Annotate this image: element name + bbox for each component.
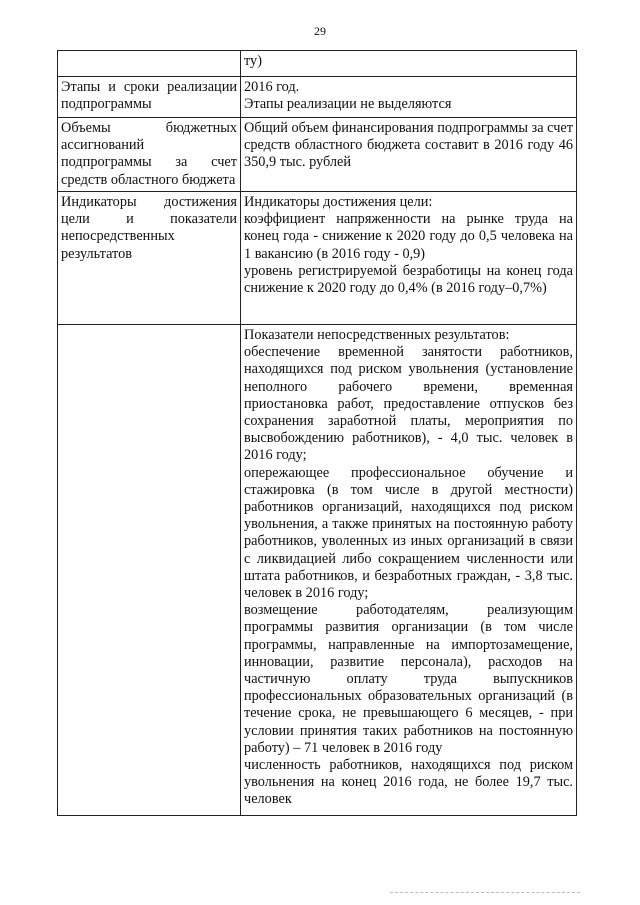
row-value-cell [241,192,577,325]
value-line: возмещение работодателям, реализующим программы развития организации (в том числе программы, направленные на импортозамещение, инновации, развитие персонала), расходов на частичную оплату труда выпускников профессиональных образовательных организаций (в течение срока, не превышающего 6 месяцев, - при условии принятия таких работников на постоянную работу) – 71 человек в 2016 году [244,602,573,756]
value-line: Показатели непосредственных результатов: [244,327,510,343]
value-line: Индикаторы достижения цели: [244,194,433,210]
value-line: численность работников, находящихся под риском увольнения на конец 2016 года, не более 19,7 тыс. человек [244,757,573,808]
passport-table [57,50,577,816]
row-value-cell [241,118,577,192]
row-value-cell [241,325,577,816]
value-line: опережающее профессиональное обучение и стажировка (в том числе в другой местности) работников организаций, находящихся под риском увольнения, а также принятых на постоянную работу работников, уволенных из иных организаций в связи с ликвидацией либо сокращением численности или штата работников, и безработных граждан, - 3,8 тыс. человек в 2016 году; [244,464,573,602]
page-number: 29 [314,24,326,38]
table-row [58,77,577,118]
row-label-cell: Объемы бюджетных ассигнований подпрограммы за счет средств областного бюджета [58,118,241,192]
row-value-cell [241,51,577,77]
table-row [58,118,577,192]
table-row [58,325,577,816]
row-label-cell: Индикаторы достижения цели и показатели непосредственных результатов [58,192,241,325]
row-label-cell: Этапы и сроки реализации подпрограммы [58,77,241,118]
scan-edge-divider [390,892,580,893]
value-line: коэффициент напряженности на рынке труда на конец года - снижение к 2020 году до 0,5 человека на 1 вакансию (в 2016 году - 0,9) [244,211,573,262]
row-label-cell [58,51,241,77]
value-line: обеспечение временной занятости работников, находящихся под риском увольнения (установление неполного рабочего времени, временная приостановка работ, предоставление отпусков без сохранения заработной платы, мероприятия по высвобождению работников), - 4,0 тыс. человек в 2016 году; [244,344,573,464]
table-row [58,51,577,77]
value-line: ту) [244,53,262,69]
value-line: уровень регистрируемой безработицы на конец года снижение к 2020 году до 0,4% (в 2016 году–0,7%) [244,262,573,297]
row-label-cell [58,325,241,816]
value-line: 2016 год. [244,79,300,95]
table-row [58,192,577,325]
value-line: Этапы реализации не выделяются [244,96,452,113]
value-line: Общий объем финансирования подпрограммы за счет средств областного бюджета составит в 2016 году 46 350,9 тыс. рублей [244,120,573,171]
row-value-cell [241,77,577,118]
